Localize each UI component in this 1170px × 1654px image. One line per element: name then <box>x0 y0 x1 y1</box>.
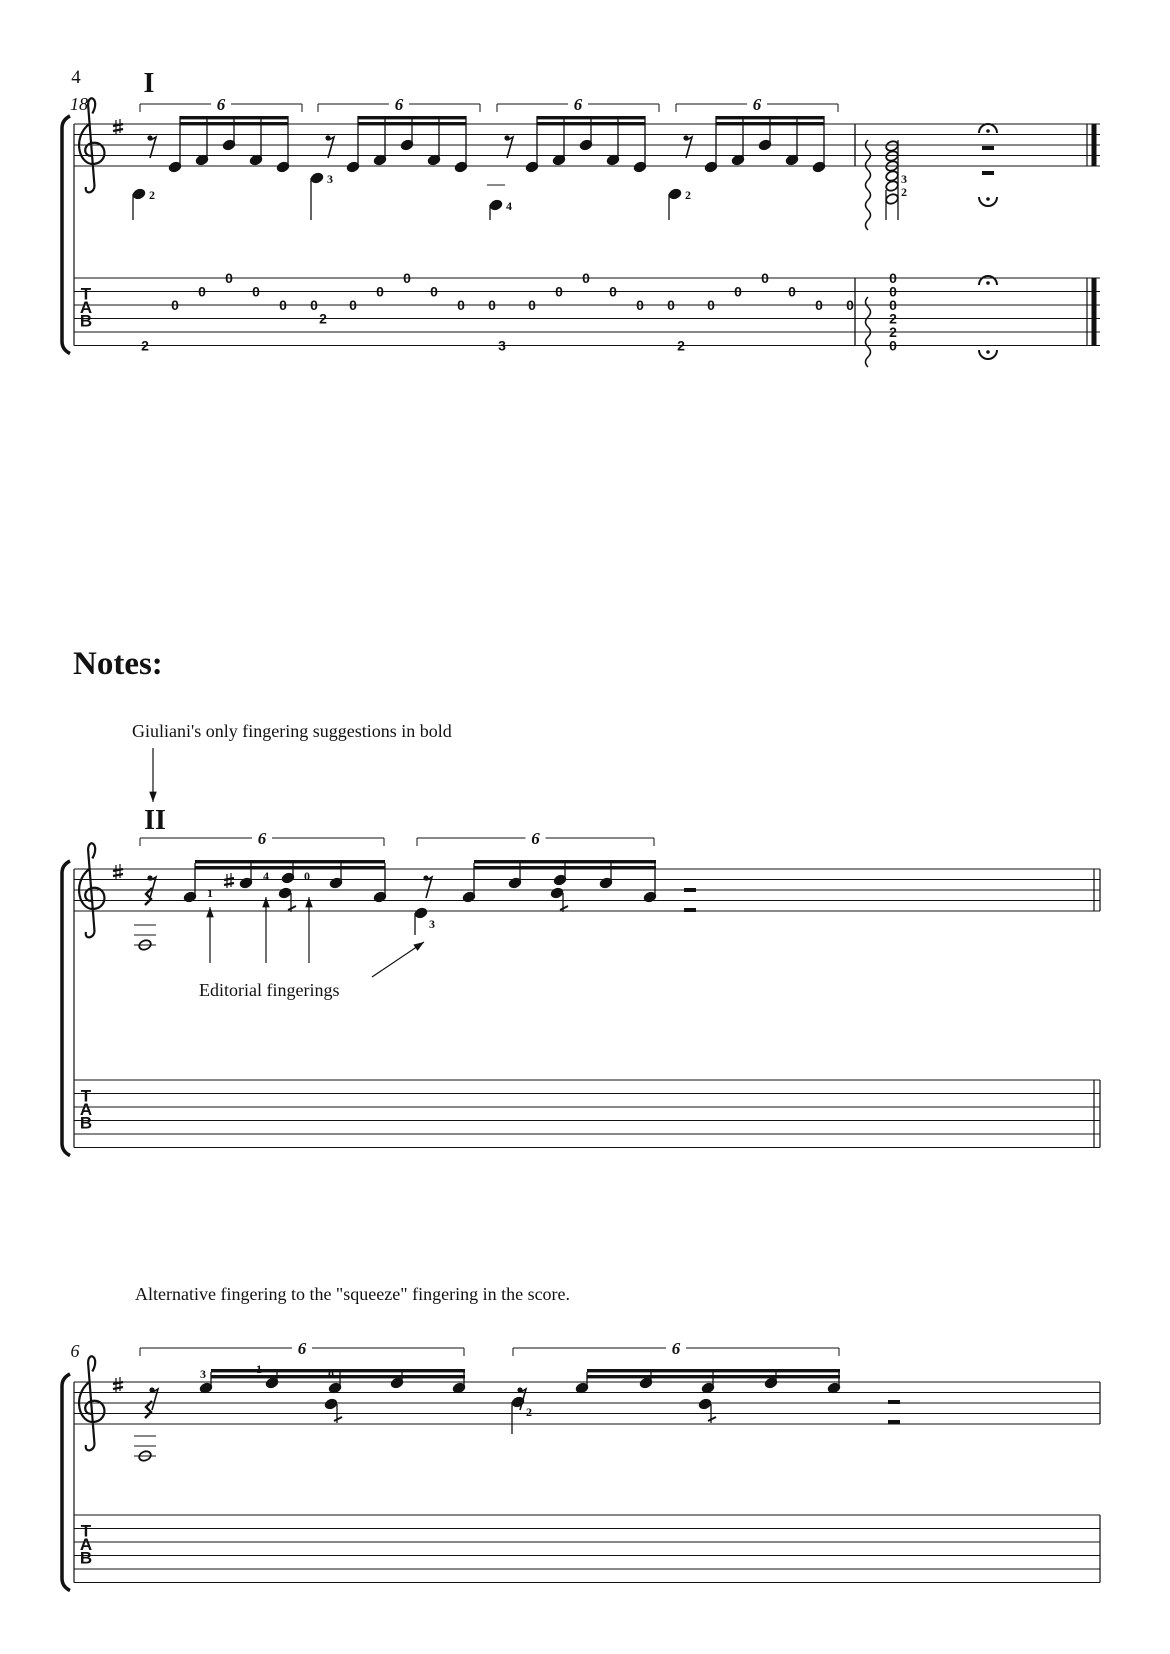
fermata-dot <box>986 281 990 285</box>
tab-fret-number: 0 <box>488 297 496 313</box>
measure-number: 6 <box>70 1341 80 1361</box>
note-head <box>324 1398 338 1411</box>
fingering-number: 1 <box>207 886 213 900</box>
tab-fret-number: 0 <box>430 283 438 300</box>
tab-fret-number: 0 <box>609 283 617 300</box>
bracket-path <box>62 1374 70 1591</box>
beam <box>211 1369 465 1372</box>
tab-fret-number: 0 <box>889 337 897 354</box>
fermata-rest <box>979 124 997 359</box>
bracket-path <box>62 861 70 1156</box>
tab-clef-letter: B <box>79 1548 93 1568</box>
tuplet-number: 6 <box>257 829 267 848</box>
arrow-head <box>305 897 313 907</box>
tab-staff-2 <box>74 1080 1100 1148</box>
beat-group-3 <box>487 95 675 354</box>
tab-fret-number: 0 <box>403 270 411 286</box>
beam <box>474 860 656 863</box>
tuplet-bracket <box>140 1339 464 1358</box>
page-number: 4 <box>71 67 81 88</box>
sixteenth-rest <box>504 135 513 158</box>
fingering-number: 3 <box>327 172 333 186</box>
tab-clef-letter: T <box>80 1086 92 1106</box>
fermata-dot <box>986 197 990 201</box>
note-head <box>885 180 899 193</box>
tab-fret-number: 0 <box>376 283 384 300</box>
fingering-number: 4 <box>506 199 512 213</box>
note-head <box>668 188 682 201</box>
system-bracket <box>62 116 70 354</box>
grace-beam <box>334 1417 342 1421</box>
half-rest <box>982 146 994 150</box>
system-1 <box>62 67 1094 367</box>
pointer-arrow <box>372 942 424 977</box>
system-bracket <box>62 861 70 1156</box>
tab-fret-number: 0 <box>667 297 675 313</box>
tab-fret-number: 2 <box>889 310 897 327</box>
tab-fret-number: 0 <box>707 297 715 313</box>
tab-fret-number: 0 <box>788 283 796 300</box>
grace-beam <box>560 906 568 910</box>
fingering-number: 1 <box>256 1362 262 1376</box>
beam <box>180 116 288 119</box>
tab-fret-number: 0 <box>734 283 742 300</box>
fingering-number: 3 <box>901 172 907 186</box>
fingering-number: 2 <box>901 185 907 199</box>
pointer-arrow <box>305 897 313 963</box>
beam <box>537 116 645 119</box>
tab-fret-number: 0 <box>252 283 260 300</box>
note-head <box>278 887 292 900</box>
notes-heading: Notes: <box>73 646 163 682</box>
tab-fret-number: 0 <box>555 283 563 300</box>
tuplet-number: 6 <box>216 95 226 114</box>
fingering-number: 0 <box>328 1367 334 1381</box>
note-head <box>885 170 899 183</box>
editorial-label: Editorial fingerings <box>199 980 340 1000</box>
measure-number: 18 <box>70 94 88 114</box>
beam <box>358 116 466 119</box>
tab-fret-number: 0 <box>815 297 823 313</box>
tab-staff-3 <box>74 1515 1100 1583</box>
tab-clef-letter: A <box>79 1100 93 1120</box>
note-head <box>885 140 899 153</box>
example-2 <box>62 1284 1100 1591</box>
beam <box>716 116 824 119</box>
tab-fret-number: 2 <box>677 337 685 354</box>
tab-fret-number: 0 <box>349 297 357 313</box>
tuplet-number: 6 <box>531 829 540 848</box>
tab-fret-number: 0 <box>761 270 769 286</box>
tab-fret-number: 0 <box>889 297 897 313</box>
system-bracket <box>62 1374 70 1591</box>
tuplet-number: 6 <box>752 95 762 114</box>
note-head <box>550 887 564 900</box>
tab-fret-number: 3 <box>498 337 506 354</box>
sixteenth-rest <box>149 1387 158 1410</box>
beam <box>587 1369 840 1372</box>
pointer-arrow <box>206 907 214 963</box>
arrow-head <box>413 942 424 951</box>
pointer-arrow <box>149 748 157 802</box>
fingering-number: 3 <box>200 1367 206 1381</box>
arrow-head <box>149 792 157 802</box>
arrow-head <box>206 907 214 917</box>
tuplet-bracket <box>676 95 838 114</box>
tab-fret-number: 2 <box>319 310 327 327</box>
sharp-line <box>113 129 123 131</box>
sixteenth-rest <box>423 875 432 898</box>
quarter-rest <box>145 1401 152 1418</box>
tab-fret-number: 0 <box>889 283 897 300</box>
sharp-sign <box>113 119 123 134</box>
tuplet-bracket <box>513 1339 839 1358</box>
sharp-line <box>224 883 234 885</box>
beam <box>587 1375 840 1378</box>
tab-fret-number: 0 <box>279 297 287 313</box>
tab-staff-1 <box>74 278 1100 346</box>
tuplet-bracket <box>140 95 302 114</box>
tab-fret-number: 0 <box>846 297 854 313</box>
tab-fret-number: 0 <box>310 297 318 313</box>
tab-fret-number: 0 <box>198 283 206 300</box>
tuplet-number: 6 <box>671 1339 681 1358</box>
sharp-sign <box>113 864 123 879</box>
tuplet-bracket <box>140 829 384 848</box>
tab-clef-letter: A <box>79 1535 93 1555</box>
note-head <box>489 199 503 212</box>
tab-fret-number: 0 <box>457 297 465 313</box>
sharp-sign <box>224 873 234 888</box>
section-label: II <box>144 805 166 836</box>
note-head <box>414 907 428 920</box>
fingering-number: 0 <box>304 869 310 883</box>
arpeggio-wave <box>866 140 871 230</box>
tab-fret-number: 2 <box>141 337 149 354</box>
tab-fret-number: 0 <box>528 297 536 313</box>
beat-group-1 <box>132 95 318 354</box>
tab-fret-number: 0 <box>225 270 233 286</box>
note-head <box>885 193 899 206</box>
tab-clef-letter: A <box>79 298 93 318</box>
fingering-number: 2 <box>526 1405 532 1419</box>
staff-1 <box>74 124 1100 166</box>
fermata-dot <box>986 129 990 133</box>
beam <box>211 1375 465 1378</box>
sixteenth-rest <box>325 135 334 158</box>
tuplet-bracket <box>417 829 654 848</box>
note-head <box>698 1398 712 1411</box>
tab-clef-letter: T <box>80 284 92 304</box>
note-head <box>132 188 146 201</box>
sharp-line <box>113 1387 123 1389</box>
fingering-number: 2 <box>685 188 691 202</box>
tuplet-bracket <box>497 95 659 114</box>
fermata-dot <box>986 350 990 354</box>
example-caption: Alternative fingering to the "squeeze" fingering in the score. <box>135 1284 571 1304</box>
fingering-number: 3 <box>429 917 435 931</box>
note-head <box>310 172 324 185</box>
bracket-path <box>62 116 70 354</box>
tuplet-number: 6 <box>394 95 404 114</box>
sixteenth-rest <box>147 875 156 898</box>
tab-fret-number: 0 <box>889 270 897 286</box>
tab-fret-number: 0 <box>636 297 644 313</box>
beat-group-4 <box>668 95 854 354</box>
fingering-number: 2 <box>149 188 155 202</box>
pointer-arrow <box>262 897 270 963</box>
grace-beam <box>288 906 296 910</box>
example-caption: Giuliani's only fingering suggestions in bold <box>132 721 452 741</box>
beam <box>195 860 385 863</box>
sharp-line <box>113 874 123 876</box>
tuplet-number: 6 <box>297 1339 307 1358</box>
example-1 <box>62 721 1100 1156</box>
section-label: I <box>143 68 155 99</box>
final-chord <box>866 140 908 367</box>
half-rest <box>888 1420 900 1424</box>
tab-clef-letter: T <box>80 1521 92 1541</box>
fingering-number: 4 <box>263 869 269 883</box>
tab-fret-number: 0 <box>582 270 590 286</box>
tab-fret-number: 0 <box>171 297 179 313</box>
arrow-head <box>262 897 270 907</box>
grace-beam <box>708 1417 716 1421</box>
tab-fret-number: 2 <box>889 324 897 340</box>
half-rest <box>982 171 994 175</box>
sixteenth-rest <box>683 135 692 158</box>
tuplet-number: 6 <box>573 95 583 114</box>
sharp-sign <box>113 1377 123 1392</box>
staff-2 <box>74 869 1100 911</box>
tab-clef-letter: B <box>79 311 93 331</box>
tab-clef-letter: B <box>79 1113 93 1133</box>
sixteenth-rest <box>147 135 156 158</box>
tuplet-bracket <box>318 95 480 114</box>
